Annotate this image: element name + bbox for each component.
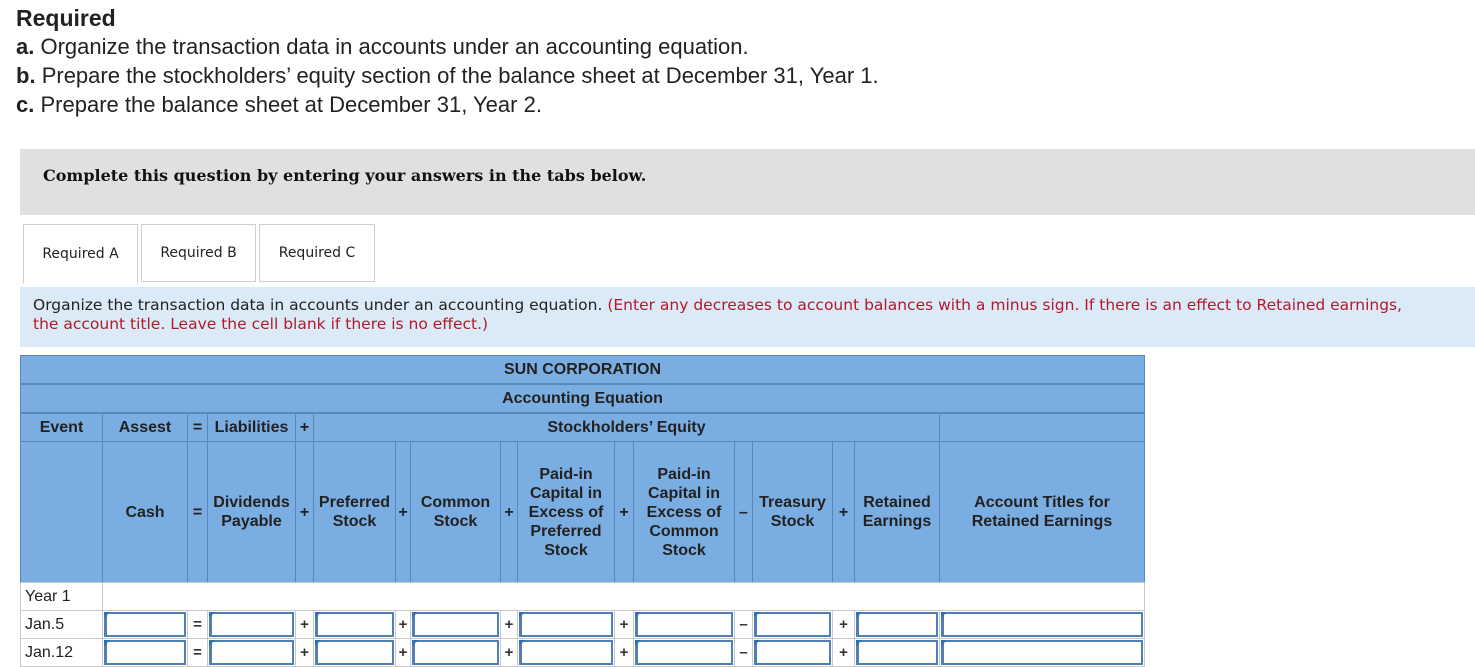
required-item-a: a. Organize the transaction data in accounts under an accounting equation. [16, 34, 749, 59]
account-title-select[interactable] [939, 610, 1145, 639]
cash-input[interactable] [102, 610, 188, 639]
company-name: SUN CORPORATION [20, 355, 1145, 384]
retained-earnings-input[interactable] [854, 638, 940, 667]
instruction-banner [20, 149, 1475, 215]
plus-op: + [832, 610, 855, 639]
table-subtitle: Accounting Equation [20, 384, 1145, 413]
pic-common-input[interactable] [633, 638, 735, 667]
dividends-payable-input[interactable] [207, 638, 296, 667]
pic-preferred-header: Paid-in Capital in Excess of Preferred Stock [517, 441, 615, 583]
plus-op: + [395, 441, 411, 583]
instructions-note-2: the account title. Leave the cell blank if there is no effect.) [33, 315, 489, 333]
equity-header: Stockholders’ Equity [313, 413, 940, 442]
required-item-b: b. Prepare the stockholders’ equity section of the balance sheet at December 31, Year 1. [16, 63, 879, 88]
equals-header: = [187, 413, 208, 442]
plus-op: + [500, 610, 518, 639]
plus-header: + [295, 413, 314, 442]
pic-preferred-input[interactable] [517, 610, 615, 639]
equals-op: = [187, 638, 208, 667]
retained-earnings-header: Retained Earnings [854, 441, 940, 583]
account-title-select[interactable] [939, 638, 1145, 667]
plus-op: + [500, 638, 518, 667]
plus-op: + [295, 610, 314, 639]
common-stock-header: Common Stock [410, 441, 501, 583]
common-stock-input[interactable] [410, 638, 501, 667]
liabilities-header: Liabilities [207, 413, 296, 442]
instructions-panel [20, 287, 1475, 347]
common-stock-input[interactable] [410, 610, 501, 639]
equals-op: = [187, 441, 208, 583]
banner-text: Complete this question by entering your answers in the tabs below. [43, 166, 647, 185]
pic-common-input[interactable] [633, 610, 735, 639]
required-title: Required [16, 5, 116, 31]
treasury-stock-header: Treasury Stock [752, 441, 833, 583]
instructions-note-1: (Enter any decreases to account balances with a minus sign. If there is an effect to Retained earnings, [607, 296, 1403, 314]
tab-required-b[interactable]: Required B [141, 224, 256, 282]
plus-op: + [614, 638, 634, 667]
pic-common-header: Paid-in Capital in Excess of Common Stock [633, 441, 735, 583]
instructions-main: Organize the transaction data in accounts under an accounting equation. [33, 296, 603, 314]
required-item-c: c. Prepare the balance sheet at December 31, Year 2. [16, 92, 542, 117]
plus-op: + [832, 441, 855, 583]
preferred-stock-header: Preferred Stock [313, 441, 396, 583]
tab-required-c[interactable]: Required C [259, 224, 375, 282]
plus-op: + [832, 638, 855, 667]
plus-op: + [295, 441, 314, 583]
plus-op: + [614, 610, 634, 639]
minus-op: – [734, 638, 753, 667]
cash-header: Cash [102, 441, 188, 583]
assets-header: Assest [102, 413, 188, 442]
plus-op: + [395, 638, 411, 667]
treasury-stock-input[interactable] [752, 638, 833, 667]
treasury-stock-input[interactable] [752, 610, 833, 639]
pic-preferred-input[interactable] [517, 638, 615, 667]
dividends-payable-header: Dividends Payable [207, 441, 296, 583]
dividends-payable-input[interactable] [207, 610, 296, 639]
minus-op: – [734, 610, 753, 639]
year-row-blank [102, 582, 1145, 611]
blank-header [939, 413, 1145, 442]
event-label: Jan.5 [20, 610, 103, 639]
tab-required-a[interactable]: Required A [23, 224, 138, 284]
event-label: Year 1 [20, 582, 103, 611]
retained-earnings-input[interactable] [854, 610, 940, 639]
plus-op: + [500, 441, 518, 583]
event-column-header [20, 441, 103, 583]
minus-op: – [734, 441, 753, 583]
event-label: Jan.12 [20, 638, 103, 667]
preferred-stock-input[interactable] [313, 610, 396, 639]
cash-input[interactable] [102, 638, 188, 667]
equals-op: = [187, 610, 208, 639]
plus-op: + [614, 441, 634, 583]
account-titles-header: Account Titles for Retained Earnings [939, 441, 1145, 583]
event-header: Event [20, 413, 103, 442]
required-section [16, 4, 879, 119]
preferred-stock-input[interactable] [313, 638, 396, 667]
plus-op: + [295, 638, 314, 667]
plus-op: + [395, 610, 411, 639]
